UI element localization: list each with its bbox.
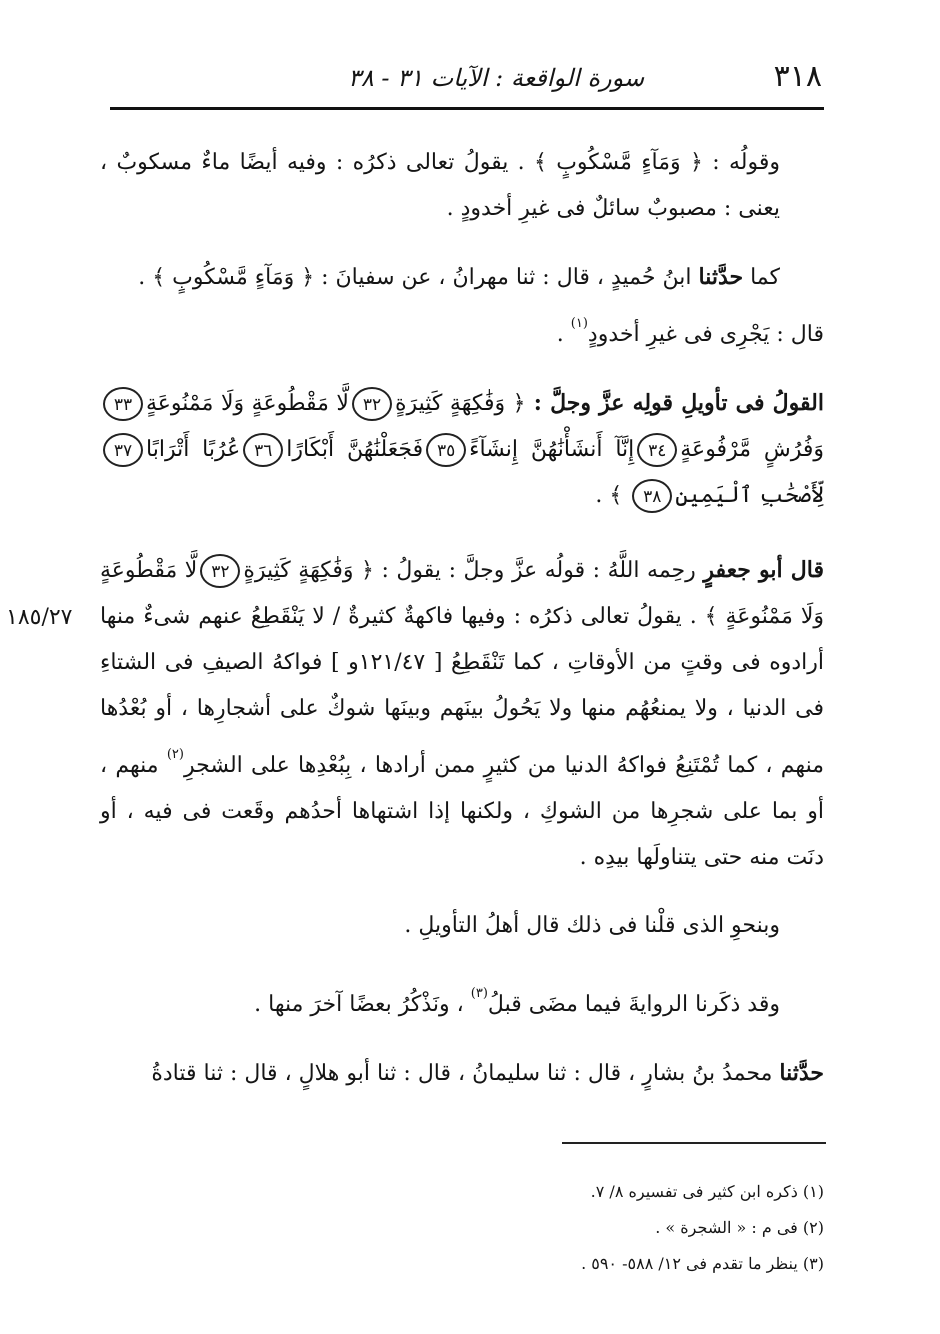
quran-segment-3: وَفُرُشٍ مَّرْفُوعَةٍ xyxy=(680,437,824,462)
main-text xyxy=(100,140,824,1097)
p8-hadith-marker: حدَّثنا xyxy=(779,1060,824,1086)
paragraph-1: وقولُه : ﴿ وَمَآءٍ مَّسْكُوبٍ ﴾ . يقولُ تعالى ذكرُه : وفيه أيضًا ماءٌ مسكوبٌ ، يعنى : مصبوبٌ سائلٌ فى غيرِ أخدودٍ . xyxy=(100,150,780,221)
p2-hadith-marker: حدَّثنا xyxy=(698,264,744,290)
ayah-marker-34: ٣٤ xyxy=(637,433,677,467)
footnote-ref-3: (٣) xyxy=(470,986,488,1001)
quran-segment-7: لِّأَصْحَٰبِ ٱلْيَمِينِ xyxy=(675,483,824,508)
quran-segment-5: فَجَعَلْنَٰهُنَّ أَبْكَارًا xyxy=(286,437,424,462)
ayah-marker-35: ٣٥ xyxy=(426,433,466,467)
paragraph-5 xyxy=(100,547,824,881)
page-header xyxy=(112,58,822,102)
p5-part-a: رحِمه اللَّهُ : قولُه عزَّ وجلَّ : يقولُ : ﴿ وَفَٰكِهَةٍ كَثِيرَةٍ xyxy=(243,558,704,583)
p3-end: . xyxy=(556,322,571,347)
footnote-ref-2: (٢) xyxy=(166,747,184,762)
quran-segment-2: لَّا مَقْطُوعَةٍ وَلَا مَمْنُوعَةٍ xyxy=(146,391,349,416)
p5-speaker: قال أبو جعفرٍ xyxy=(703,557,825,583)
footnote-1: (١) ذكره ابن كثير فى تفسيره ٨/ ٧. xyxy=(590,1182,824,1201)
ayah-marker-37: ٣٧ xyxy=(103,433,143,467)
ayah-marker-32-repeat: ٣٢ xyxy=(200,554,240,588)
p3-main: قال : يَجْرِى فى غيرِ أخدودٍ xyxy=(587,322,824,347)
p2-lead: كما xyxy=(743,265,780,290)
footnotes xyxy=(462,1174,824,1282)
quran-segment-4: إِنَّآ أَنشَأْنَٰهُنَّ إِنشَآءً xyxy=(469,437,635,462)
paragraph-4 xyxy=(100,380,824,519)
page-number: ٣١٨ xyxy=(773,59,822,94)
p4-end: ﴾ . xyxy=(595,483,630,508)
header-rule xyxy=(110,107,824,110)
p5-part-b: لَّا مَقْطُوعَةٍ وَلَا مَمْنُوعَةٍ ﴾ . يقولُ تعالى ذكرُه : وفيها فاكهةٌ كثيرةٌ / لا يَنْقَطِعُ عنهم شىءٌ منها أرادوه فى وقتٍ من الأوقاتِ ، كما تَنْقَطِعُ [ ١٢١/٤٧و ] فواكهُ الصيفِ فى الشتاءِ فى الدنيا ، ولا يمنعُهُم منها ولا يَحُولُ بينَهم وبينَها شوكٌ على أشجارِها ، أو بُعْدُها منهم ، كما تُمْتَنِعُ فواكهُ الدنيا من كثيرٍ ممن أرادها ، بِبُعْدِها على الشجرِ xyxy=(100,558,825,778)
section-heading: القولُ فى تأويلِ قولِه عزَّ وجلَّ : xyxy=(525,390,824,416)
footnote-rule xyxy=(562,1142,826,1144)
running-title: سورة الواقعة : الآيات ٣١ - ٣٨ xyxy=(348,64,645,92)
paragraph-3 xyxy=(100,301,824,358)
footnote-ref-1: (١) xyxy=(570,316,588,331)
quran-segment-1: ﴿ وَفَٰكِهَةٍ كَثِيرَةٍ xyxy=(394,391,526,416)
paragraph-6: وبنحوِ الذى قلْنا فى ذلك قال أهلُ التأويلِ . xyxy=(404,913,780,938)
p5-part-c: منهم ، أو بما على شجرِها من الشوكِ ، ولكنها إذا اشتهاها أحدُهم وقَعت فى فيه ، أو دنَت منه حتى يتناولَها بيدِه . xyxy=(100,753,824,870)
p7-part-b: ، ونَذْكُرُ بعضًا آخرَ منها . xyxy=(254,992,471,1017)
p7-part-a: وقد ذكَرنا الروايةَ فيما مضَى قبلُ xyxy=(487,992,780,1017)
ayah-marker-38: ٣٨ xyxy=(632,479,672,513)
paragraph-7 xyxy=(100,971,824,1028)
ayah-marker-36: ٣٦ xyxy=(243,433,283,467)
footnote-3: (٣) ينظر ما تقدم فى ١٢/ ٥٨٨- ٥٩٠ . xyxy=(581,1254,824,1273)
paragraph-8 xyxy=(100,1050,824,1097)
p2-rest: ابنُ حُميدٍ ، قال : ثنا مهرانُ ، عن سفيانَ : ﴿ وَمَآءٍ مَّسْكُوبٍ ﴾ . xyxy=(138,265,699,290)
ayah-marker-32: ٣٢ xyxy=(352,387,392,421)
ayah-marker-33: ٣٣ xyxy=(103,387,143,421)
p8-rest: محمدُ بنُ بشارٍ ، قال : ثنا سليمانُ ، قال : ثنا أبو هلالٍ ، قال : ثنا قتادةُ xyxy=(151,1061,780,1086)
quran-segment-6: عُرُبًا أَتْرَابًا xyxy=(146,437,241,462)
margin-reference: ١٨٥/٢٧ xyxy=(6,605,73,630)
footnote-2: (٢) فى م : « الشجرة » . xyxy=(655,1218,824,1237)
paragraph-2 xyxy=(100,254,824,301)
